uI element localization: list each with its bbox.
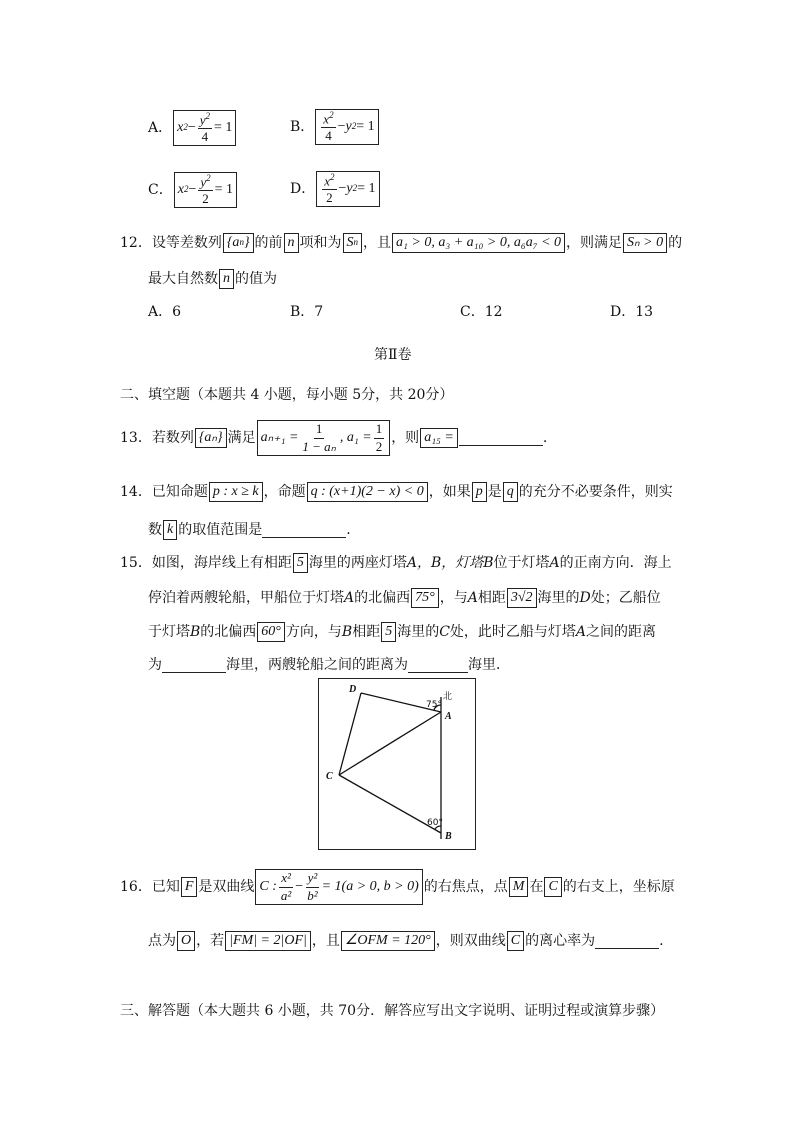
sequence-box (223, 233, 254, 252)
q11-option-d (290, 168, 381, 210)
text: 于灯塔 (148, 624, 190, 640)
fraction-y (305, 871, 319, 903)
sub: n (239, 237, 244, 248)
seq: {a (226, 235, 240, 251)
f-box: F (181, 877, 198, 896)
curve-rest: = 1(a > 0, b > 0) (321, 879, 419, 895)
text: 项和为 (299, 235, 342, 251)
den: 4 (325, 128, 332, 144)
text: A (575, 624, 587, 640)
text: 的前 (254, 235, 283, 251)
q15-line-1 (120, 552, 672, 574)
equation-c (174, 172, 237, 209)
den: 2 (375, 438, 383, 454)
text: B (190, 624, 201, 640)
text: 相距 (352, 624, 381, 640)
text: 若数列 (151, 430, 194, 446)
num: y (199, 111, 206, 127)
exp: 2 (330, 171, 335, 182)
length-condition-box: |FM| = 2|OF| (225, 931, 311, 950)
answer-blank-1[interactable] (162, 658, 226, 673)
text: 的北偏西 (200, 624, 257, 640)
q11-option-c (148, 170, 238, 210)
rhs: = 1 (214, 182, 234, 198)
period: . (346, 522, 351, 538)
label-60: 60° (427, 818, 443, 828)
section-2-title: 第Ⅱ卷 (374, 347, 412, 363)
text: A，B，灯塔 (406, 555, 484, 571)
den: 4 (201, 129, 209, 145)
answer-blank[interactable] (459, 431, 543, 446)
p-box-2: p (472, 482, 487, 501)
text: 点为 (148, 933, 176, 949)
rhs: = 1 (356, 119, 375, 135)
answer-blank[interactable] (262, 523, 346, 538)
op: − (187, 120, 196, 136)
text: 位于灯塔 (493, 555, 550, 571)
text: 是 (487, 484, 502, 500)
geometry-diagram (319, 679, 475, 849)
exp: 2 (352, 183, 358, 194)
text: 的右支上，坐标原 (562, 879, 675, 895)
ask-box: a₁₅ = (420, 428, 458, 447)
solve-heading: 三、解答题（本大题共 6 小题，共 70分．解答应写出文字说明、证明过程或演算步骤） (120, 1003, 665, 1019)
c-box: C (544, 877, 561, 896)
op: − (188, 182, 197, 198)
question-number: 16． (120, 879, 152, 895)
q12-option-c: C．12 (460, 304, 503, 320)
q15-line-4 (148, 655, 510, 675)
segment-ca (339, 712, 441, 775)
sn-box (343, 233, 363, 252)
fraction (300, 422, 337, 454)
num: 1 (374, 422, 385, 438)
var: x (177, 120, 184, 136)
seq-close: } (243, 235, 250, 251)
text: 的取值范围是 (178, 522, 263, 538)
den: 1 − aₙ (302, 438, 336, 454)
text: D (579, 590, 591, 606)
text: 的 (668, 235, 683, 251)
label-north: 北 (443, 692, 453, 702)
num: y (200, 173, 207, 189)
label-d: D (349, 684, 357, 695)
rhs: = 1 (214, 120, 233, 136)
text: 为 (148, 657, 162, 673)
text: 方向，与 (285, 624, 342, 640)
text: 的充分不必要条件，则实 (518, 484, 673, 500)
text: C (439, 624, 450, 640)
text: ，且 (363, 235, 392, 251)
answer-blank[interactable] (595, 934, 659, 949)
text: 设等差数列 (151, 235, 222, 251)
text: 停泊着两艘轮船，甲船位于灯塔 (148, 590, 344, 606)
option-label: C． (148, 182, 173, 198)
text: 相距 (477, 590, 506, 606)
text: ，则双曲线 (435, 933, 506, 949)
q16-line-2 (148, 929, 664, 953)
exp: 2 (205, 110, 211, 121)
fraction (198, 174, 212, 207)
op: − (338, 181, 347, 197)
num: x (323, 110, 330, 126)
den: a² (280, 887, 292, 903)
q-box-2: q (503, 482, 518, 501)
q12-line-1 (120, 232, 682, 254)
angle-75-box: 75° (411, 588, 439, 607)
equation-d (316, 171, 379, 208)
q15-figure (318, 678, 476, 850)
angle-60-box: 60° (257, 622, 285, 641)
sub: n (353, 237, 359, 248)
q13-line (120, 416, 547, 460)
text: ，则满足 (566, 235, 623, 251)
text: 之间的距离 (586, 624, 657, 640)
n-box: n (219, 269, 234, 288)
equation-b (315, 109, 378, 146)
condition-box: a₁ > 0, a₃ + a₁₀ > 0, a₆a₇ < 0 (392, 233, 565, 252)
lhs: aₙ₊₁ = (260, 430, 299, 446)
exp: 2 (351, 121, 357, 132)
m-box: M (509, 877, 529, 896)
q15-line-3 (148, 621, 656, 643)
text: ，命题 (263, 484, 306, 500)
q12-line-2 (148, 270, 277, 288)
text: 海里的 (537, 590, 580, 606)
var: x (177, 182, 184, 198)
hyperbola-box (255, 869, 422, 905)
text: 的值为 (235, 271, 277, 287)
sequence-box: {aₙ} (195, 428, 227, 447)
text: A (467, 590, 478, 606)
angle-condition-box: ∠OFM = 120° (341, 931, 435, 950)
var: y (346, 181, 353, 197)
text: 满足 (227, 430, 256, 446)
exp: 2 (183, 184, 189, 195)
text: ，与 (439, 590, 468, 606)
text: 的右焦点，点 (423, 879, 508, 895)
q12-option-d: D．13 (610, 304, 654, 320)
question-number: 14． (120, 484, 152, 500)
exp: 2 (183, 122, 188, 133)
five-box-2: 5 (381, 622, 396, 641)
fraction (198, 112, 212, 145)
text: ，若 (196, 933, 225, 949)
text: 的北偏西 (354, 590, 411, 606)
question-number: 15． (120, 555, 152, 571)
o-box: O (177, 931, 195, 950)
answer-blank-2[interactable] (408, 658, 468, 673)
sn-positive-box: Sₙ > 0 (623, 233, 667, 252)
exp: 2 (206, 172, 211, 183)
text: B (483, 555, 494, 571)
fill-in-heading: 二、填空题（本题共 4 小题，每小题 5分，共 20分） (120, 387, 454, 403)
c-box-2: C (507, 931, 524, 950)
text: 是双曲线 (198, 879, 255, 895)
q16-line-1 (120, 864, 675, 910)
fraction-x (279, 871, 293, 903)
text: ，如果 (428, 484, 471, 500)
exp: 2 (329, 109, 334, 120)
op: − (337, 119, 346, 135)
fraction (374, 422, 385, 454)
text: 在 (529, 879, 544, 895)
segment-cb (339, 775, 441, 833)
p-box: p : x ≥ k (209, 482, 263, 501)
q11-option-a (148, 108, 237, 148)
q14-line-1 (120, 481, 673, 503)
equation-a (173, 110, 236, 147)
text: 的离心率为 (525, 933, 596, 949)
op: − (295, 879, 304, 895)
option-label: D． (290, 181, 316, 197)
text: 已知 (151, 879, 180, 895)
label-75: 75° (426, 700, 442, 710)
q15-line-2 (148, 585, 661, 611)
text: A (549, 555, 560, 571)
q12-option-b: B．7 (290, 304, 324, 320)
rhs: = 1 (357, 181, 376, 197)
text: 海里，两艘轮船之间的距离为 (226, 657, 408, 673)
k-box: k (163, 520, 177, 539)
text: 最大自然数 (148, 271, 218, 287)
den: 2 (202, 191, 209, 207)
num: x (324, 172, 331, 188)
q12-option-a: A．6 (148, 304, 182, 320)
question-number: 13． (120, 430, 152, 446)
text: A (344, 590, 355, 606)
fraction (321, 111, 335, 144)
q-box: q : (x+1)(2 − x) < 0 (307, 482, 428, 501)
q14-line-2 (148, 519, 351, 541)
recurrence-box (257, 420, 391, 456)
var: y (345, 119, 352, 135)
fraction (322, 173, 336, 206)
num: y² (306, 871, 320, 887)
num: 1 (314, 422, 325, 438)
mid: , a₁ = (339, 430, 372, 446)
sn: S (346, 235, 354, 251)
distance-box: 3√2 (507, 588, 537, 607)
text: 已知命题 (151, 484, 208, 500)
label-b: B (445, 831, 452, 842)
q11-option-b (290, 106, 380, 148)
text: 数 (148, 522, 162, 538)
n-box: n (284, 233, 299, 252)
text: 海里的 (397, 624, 440, 640)
text: 如图，海岸线上有相距 (151, 555, 292, 571)
den: b² (307, 887, 318, 903)
text: ，且 (311, 933, 340, 949)
period: . (542, 430, 548, 446)
text: 处；乙船位 (590, 590, 661, 606)
text: 的正南方向．海上 (559, 555, 672, 571)
option-label: B． (290, 119, 315, 135)
label-a: A (445, 711, 452, 722)
option-label: A． (148, 120, 173, 136)
five-box: 5 (293, 553, 308, 572)
text: B (341, 624, 353, 640)
text: 处，此时乙船与灯塔 (449, 624, 576, 640)
label-c: C (326, 771, 333, 782)
period: . (659, 933, 664, 949)
text: ，则 (391, 430, 420, 446)
num: x² (279, 871, 293, 887)
question-number: 12． (120, 235, 152, 251)
text: 海里的两座灯塔 (308, 555, 407, 571)
text: 海里． (468, 657, 510, 673)
den: 2 (326, 190, 333, 206)
curve-name: C : (259, 879, 277, 895)
